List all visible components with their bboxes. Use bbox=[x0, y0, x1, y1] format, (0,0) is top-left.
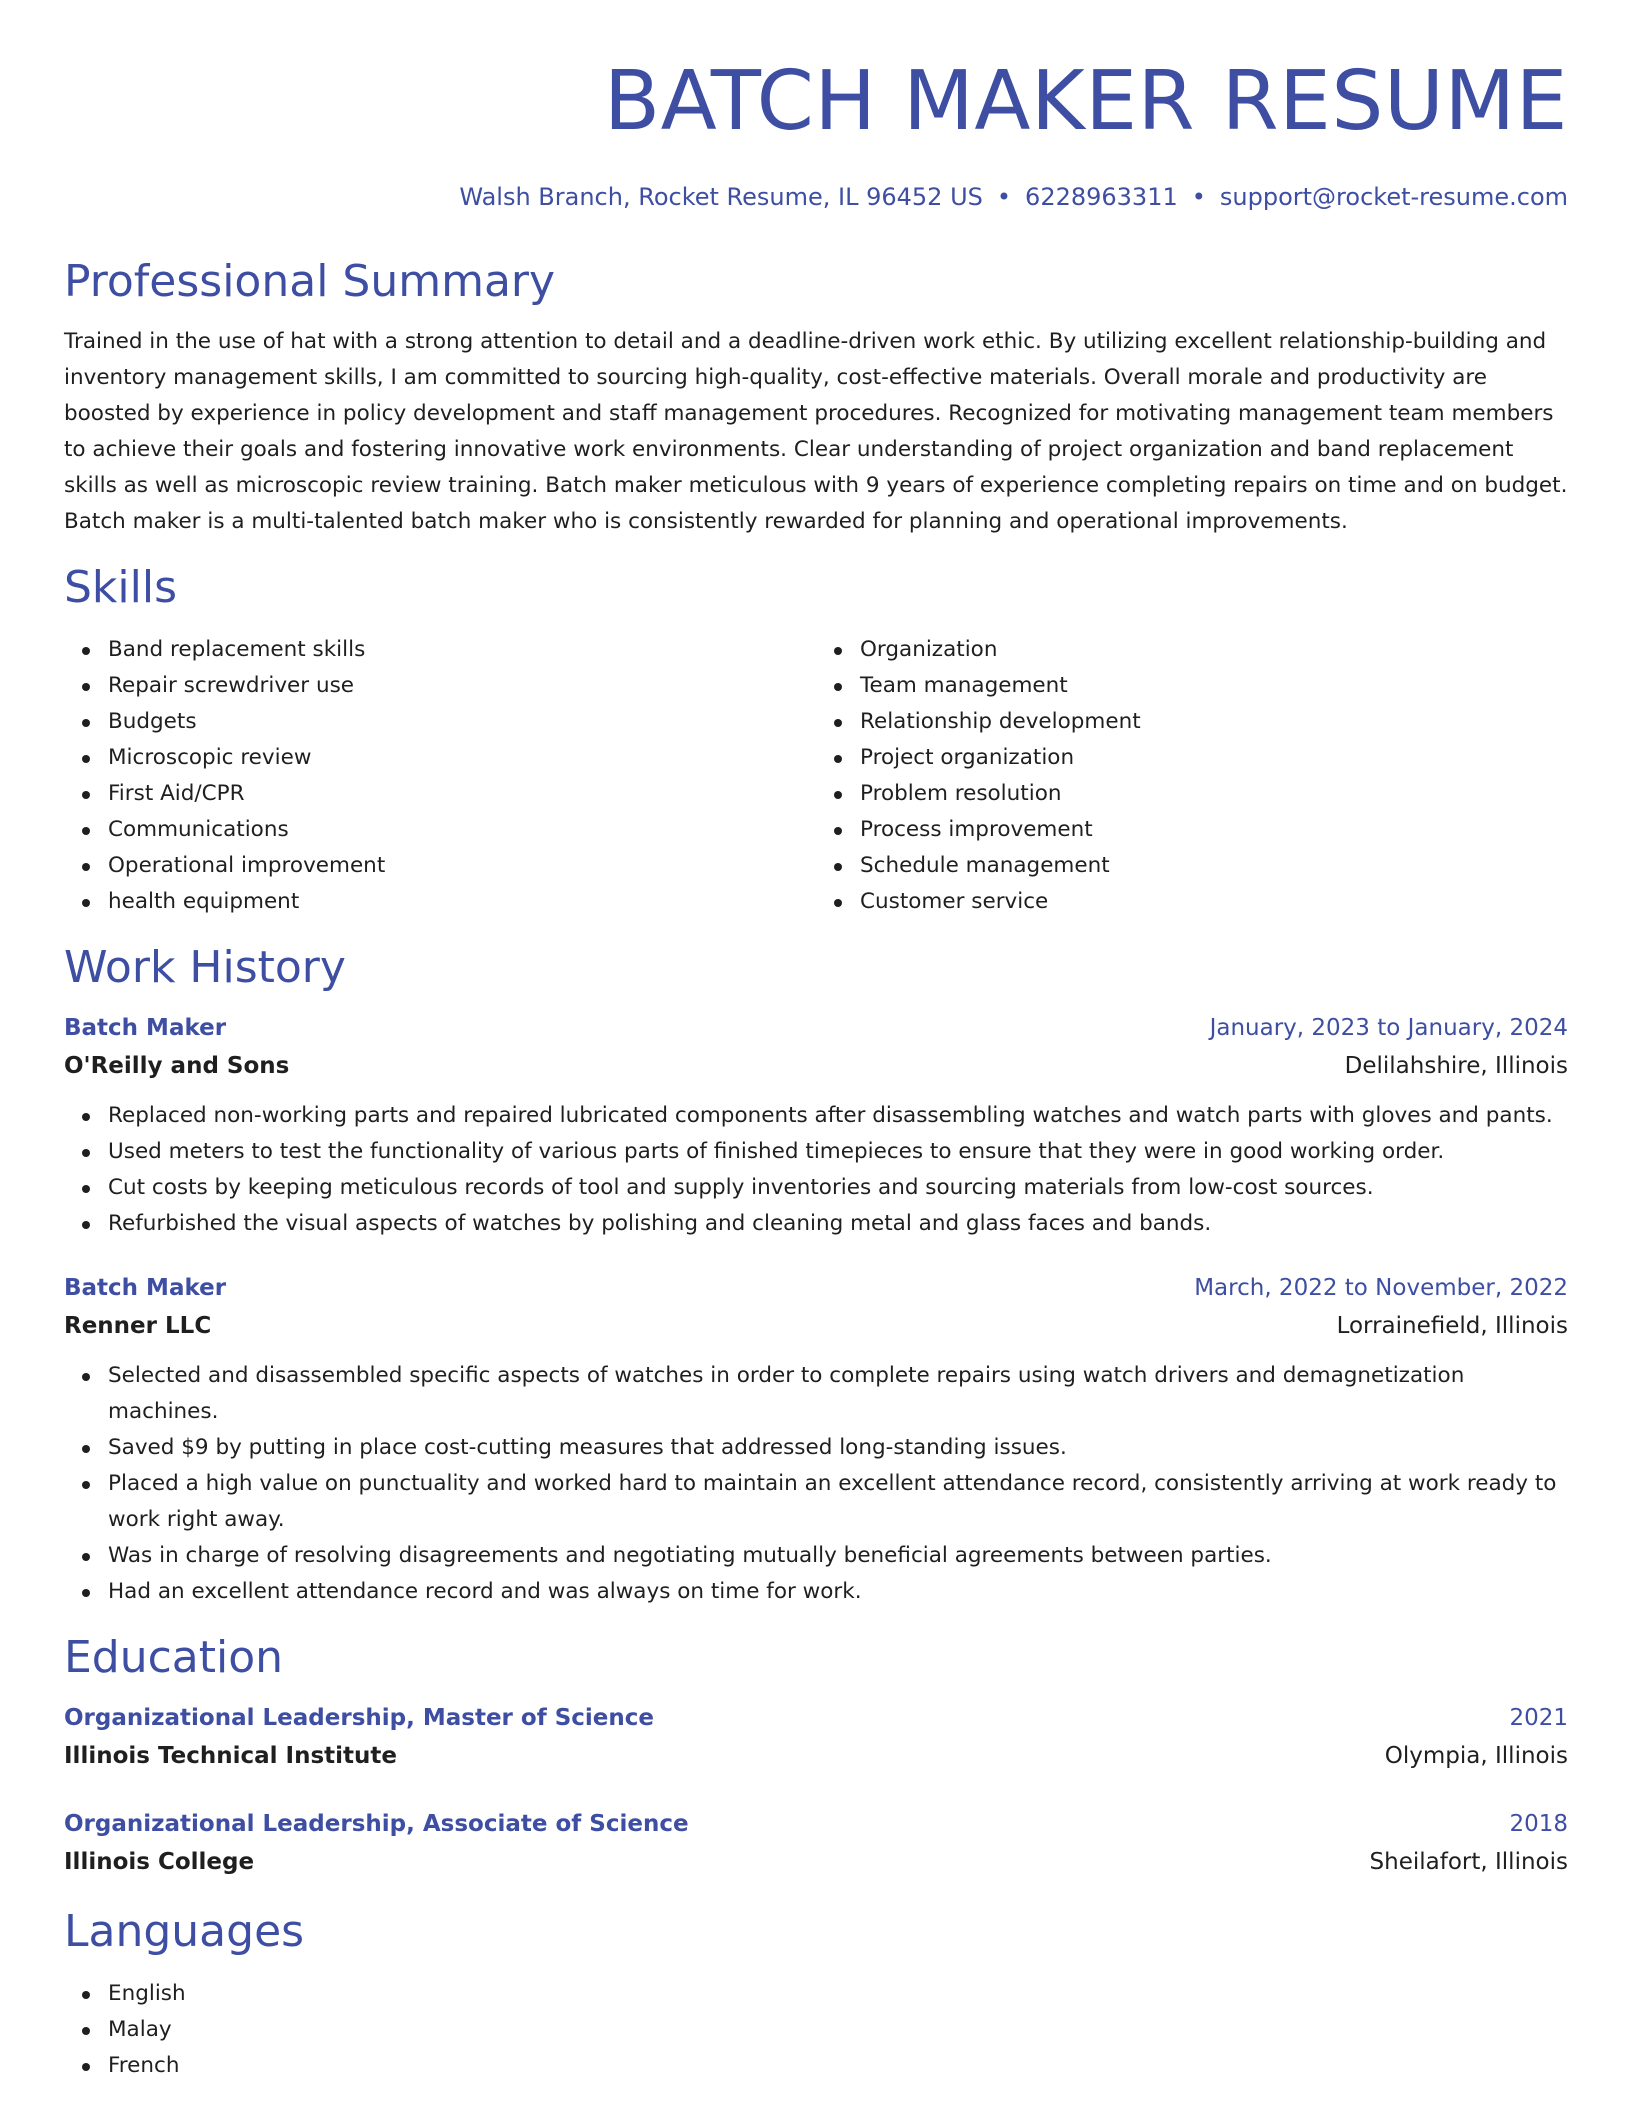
job-bullet: Refurbished the visual aspects of watches by polishing and cleaning metal and glass faces and bands. bbox=[108, 1206, 1568, 1242]
skills-heading: Skills bbox=[64, 562, 178, 613]
education-location: Sheilafort, Illinois bbox=[1369, 1849, 1568, 1875]
skills-column-right bbox=[816, 632, 1568, 920]
skill-item: Repair screwdriver use bbox=[108, 668, 816, 704]
skill-item: Operational improvement bbox=[108, 848, 816, 884]
job-dates: January, 2023 to January, 2024 bbox=[1209, 1015, 1568, 1041]
job-title: Batch Maker bbox=[64, 1015, 227, 1041]
job-location: Delilahshire, Illinois bbox=[1344, 1053, 1568, 1079]
skill-item: Relationship development bbox=[860, 704, 1568, 740]
job-bullets bbox=[64, 1098, 1568, 1242]
job-location: Lorrainefield, Illinois bbox=[1336, 1313, 1568, 1339]
job-bullet: Replaced non-working parts and repaired lubricated components after disassembling watches and watch parts with gloves and pants. bbox=[108, 1098, 1568, 1134]
skill-item: Microscopic review bbox=[108, 740, 816, 776]
contact-separator: • bbox=[1191, 183, 1206, 211]
job-bullet: Placed a high value on punctuality and worked hard to maintain an excellent attendance record, consistently arriving at work ready to work right away. bbox=[108, 1466, 1568, 1538]
resume-name: BATCH MAKER RESUME bbox=[603, 54, 1568, 149]
contact-separator: • bbox=[996, 183, 1012, 211]
skills-list bbox=[64, 632, 1568, 920]
skill-item: Organization bbox=[860, 632, 1568, 668]
skill-item: health equipment bbox=[108, 884, 816, 920]
education-year: 2018 bbox=[1509, 1811, 1568, 1837]
skill-item: Band replacement skills bbox=[108, 632, 816, 668]
contact-address: Walsh Branch, Rocket Resume, IL 96452 US bbox=[459, 183, 983, 211]
education-degree: Organizational Leadership, Master of Science bbox=[64, 1705, 654, 1731]
skills-column-left bbox=[64, 632, 816, 920]
skill-item: Problem resolution bbox=[860, 776, 1568, 812]
summary-heading: Professional Summary bbox=[64, 256, 556, 307]
job-bullet: Saved $9 by putting in place cost-cutting measures that addressed long-standing issues. bbox=[108, 1430, 1568, 1466]
job-dates: March, 2022 to November, 2022 bbox=[1194, 1275, 1568, 1301]
skill-item: Communications bbox=[108, 812, 816, 848]
job-bullet: Cut costs by keeping meticulous records of tool and supply inventories and sourcing materials from low-cost sources. bbox=[108, 1170, 1568, 1206]
contact-email[interactable]: support@rocket-resume.com bbox=[1219, 183, 1568, 211]
language-item: English bbox=[108, 1976, 1568, 2012]
skill-item: Budgets bbox=[108, 704, 816, 740]
skill-item: Project organization bbox=[860, 740, 1568, 776]
work-history-heading: Work History bbox=[64, 942, 346, 993]
job-bullet: Was in charge of resolving disagreements and negotiating mutually beneficial agreements between parties. bbox=[108, 1538, 1568, 1574]
language-item: Malay bbox=[108, 2012, 1568, 2048]
skill-item: Schedule management bbox=[860, 848, 1568, 884]
education-entry bbox=[64, 1806, 1568, 1882]
job-bullet: Had an excellent attendance record and was always on time for work. bbox=[108, 1574, 1568, 1610]
education-school: Illinois College bbox=[64, 1849, 255, 1875]
job-entry bbox=[64, 1010, 1568, 1242]
education-degree: Organizational Leadership, Associate of Science bbox=[64, 1811, 689, 1837]
job-bullet: Selected and disassembled specific aspects of watches in order to complete repairs using watch drivers and demagnetization machines. bbox=[108, 1358, 1568, 1430]
job-bullets bbox=[64, 1358, 1568, 1610]
job-bullet: Used meters to test the functionality of various parts of finished timepieces to ensure that they were in good working order. bbox=[108, 1134, 1568, 1170]
contact-line bbox=[64, 180, 1568, 214]
skill-item: Customer service bbox=[860, 884, 1568, 920]
job-title: Batch Maker bbox=[64, 1275, 227, 1301]
job-company: Renner LLC bbox=[64, 1313, 212, 1339]
summary-text: Trained in the use of hat with a strong attention to detail and a deadline-driven work ethic. By utilizing excellent relationship-building and inventory management skills, I am committed to sourcing high-quality, cost-effective materials. Overall morale and productivity are boosted by experience in policy development and staff management procedures. Recognized for motivating management team members to achieve their goals and fostering innovative work environments. Clear understanding of project organization and band replacement skills as well as microscopic review training. Batch maker meticulous with 9 years of experience completing repairs on time and on budget. Batch maker is a multi-talented batch maker who is consistently rewarded for planning and operational improvements. bbox=[64, 329, 1568, 534]
job-company: O'Reilly and Sons bbox=[64, 1053, 290, 1079]
education-year: 2021 bbox=[1509, 1705, 1568, 1731]
skill-item: First Aid/CPR bbox=[108, 776, 816, 812]
language-item: French bbox=[108, 2048, 1568, 2084]
education-location: Olympia, Illinois bbox=[1384, 1743, 1568, 1769]
education-school: Illinois Technical Institute bbox=[64, 1743, 397, 1769]
skill-item: Process improvement bbox=[860, 812, 1568, 848]
education-heading: Education bbox=[64, 1632, 284, 1683]
languages-list bbox=[64, 1976, 1568, 2084]
contact-phone: 6228963311 bbox=[1025, 183, 1178, 211]
languages-heading: Languages bbox=[64, 1906, 305, 1957]
education-entry bbox=[64, 1700, 1568, 1776]
skill-item: Team management bbox=[860, 668, 1568, 704]
job-entry bbox=[64, 1270, 1568, 1610]
